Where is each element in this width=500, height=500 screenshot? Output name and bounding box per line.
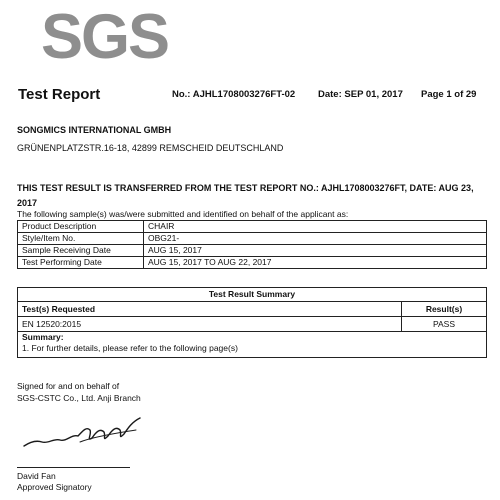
signatory-role: Approved Signatory [17,482,92,492]
column-header-tests: Test(s) Requested [18,302,402,316]
sample-info-value: OBG21- [144,233,487,245]
sample-info-table [17,220,487,269]
table-row [18,233,487,245]
summary-title: Test Result Summary [18,288,486,302]
handwritten-signature [20,412,145,454]
table-row [18,257,487,269]
sample-info-key: Style/Item No. [18,233,144,245]
test-result: PASS [432,319,456,329]
signed-line-1: Signed for and on behalf of [17,381,120,391]
sample-info-key: Test Performing Date [18,257,144,269]
table-row [18,221,487,233]
sample-intro: The following sample(s) was/were submitted and identified on behalf of the applicant as: [17,209,349,219]
summary-note: 1. For further details, please refer to the following page(s) [22,343,238,353]
applicant-address: GRÜNENPLATZSTR.16-18, 42899 REMSCHEID DEUTSCHLAND [17,143,284,153]
report-date: Date: SEP 01, 2017 [318,89,403,100]
column-header-results: Result(s) [425,304,463,314]
page-indicator: Page 1 of 29 [421,89,477,100]
report-number: No.: AJHL1708003276FT-02 [172,89,296,100]
sgs-logo [41,2,169,72]
signatory-name: David Fan [17,471,56,481]
signed-on-behalf [17,380,141,404]
signature-line [17,467,130,468]
sample-info-value: AUG 15, 2017 TO AUG 22, 2017 [144,257,487,269]
sample-info-value: CHAIR [144,221,487,233]
sample-info-key: Sample Receiving Date [18,245,144,257]
signatory [17,471,92,493]
summary-label: Summary: [22,332,64,342]
report-title: Test Report [18,86,101,103]
signed-line-2: SGS-CSTC Co., Ltd. Anji Branch [17,393,141,403]
result-summary-table [17,287,487,358]
transfer-notice: THIS TEST RESULT IS TRANSFERRED FROM THE TEST REPORT NO.: AJHL1708003276FT, DATE: AUG 23, 2017 [17,183,474,208]
sample-info-value: AUG 15, 2017 [144,245,487,257]
table-row [18,245,487,257]
table-row [18,317,486,332]
applicant-name: SONGMICS INTERNATIONAL GMBH [17,125,172,135]
test-name: EN 12520:2015 [18,317,402,331]
summary-header-row [18,302,486,317]
sample-info-key: Product Description [18,221,144,233]
svg-text:SGS: SGS [41,2,169,72]
